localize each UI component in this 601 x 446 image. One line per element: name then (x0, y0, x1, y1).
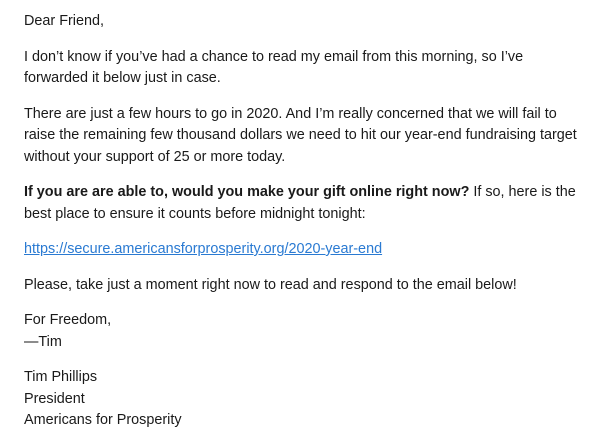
signature-block (24, 367, 584, 432)
closing-salutation: For Freedom, (24, 312, 112, 328)
signature-title: President (24, 390, 85, 407)
signature-name: Tim Phillips (24, 369, 98, 385)
paragraph-link (24, 239, 584, 261)
closing-name: —Tim (24, 333, 62, 350)
donation-link[interactable]: https://secure.americansforprosperity.org/2020-year-end (24, 241, 383, 257)
gift-request-rest: If so, here is the best place to ensure it counts before midnight tonight: (24, 184, 576, 222)
paragraph-forwarded-note: I don’t know if you’ve had a chance to read my email from this morning, so I’ve forwarded it below just in case. (24, 48, 524, 86)
closing-block (24, 310, 584, 353)
paragraph-gift-request (24, 182, 584, 225)
greeting: Dear Friend, (24, 13, 104, 29)
paragraph-please-respond: Please, take just a moment right now to read and respond to the email below! (24, 276, 517, 293)
gift-request-bold: If you are are able to, would you make your gift online right now? (24, 184, 470, 200)
paragraph-hours-left: There are just a few hours to go in 2020. And I’m really concerned that we will fail to raise the remaining few thousand dollars we need to hit our year-end fundraising target without your support of 25 or more today. (24, 105, 577, 165)
signature-org: Americans for Prosperity (24, 412, 182, 428)
email-body (24, 11, 584, 446)
